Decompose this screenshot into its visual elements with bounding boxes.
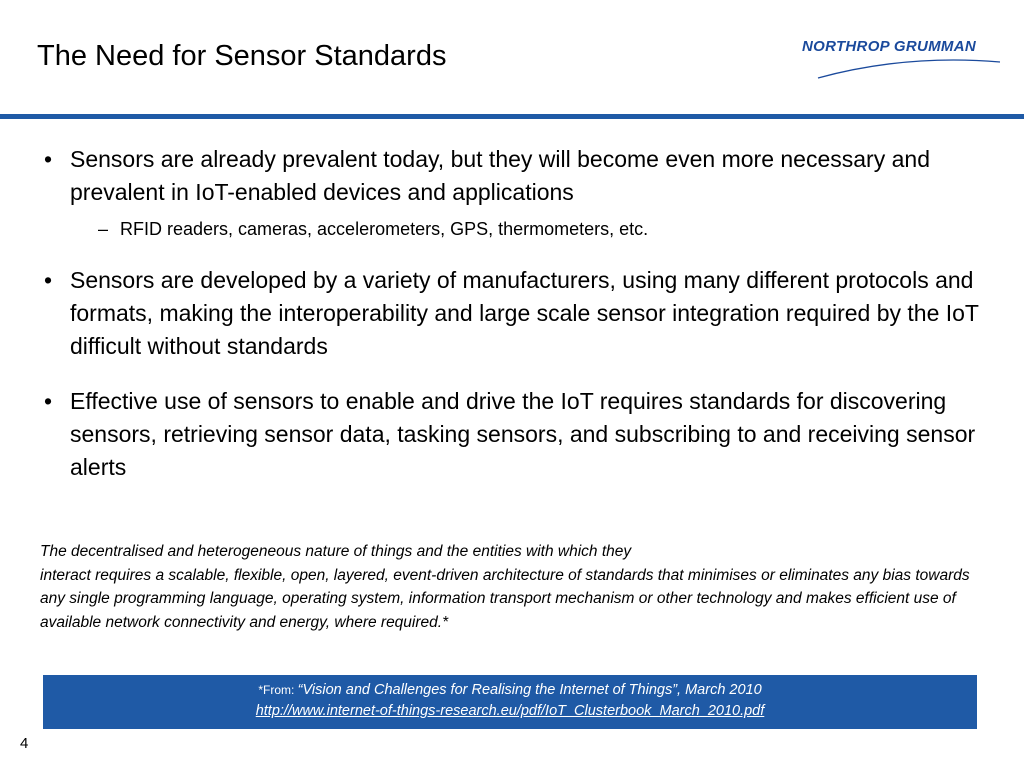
quote-block	[40, 540, 980, 634]
quote-rest: interact requires a scalable, flexible, open, layered, event-driven architecture of standards that minimises or eliminates any bias towards any single programming language, operating system, information transport mechanism or other technology and makes efficient use of available network connectivity and energy, where required.*	[40, 566, 970, 631]
bullet-item	[40, 385, 990, 484]
bullet-marker: •	[44, 388, 53, 414]
slide-title: The Need for Sensor Standards	[37, 40, 447, 72]
source-citation-box	[43, 675, 977, 729]
source-title: “Vision and Challenges for Realising the Internet of Things”, March 2010	[297, 682, 762, 698]
sub-bullet-item	[70, 216, 990, 242]
sub-bullet-text: RFID readers, cameras, accelerometers, GPS, thermometers, etc.	[120, 219, 649, 239]
bullet-marker: •	[44, 267, 53, 293]
quote-line-1: The decentralised and heterogeneous nature of things and the entities with which they	[40, 543, 632, 560]
source-prefix: *From:	[258, 683, 298, 697]
bullet-text: Sensors are already prevalent today, but they will become even more necessary and prevalent in IoT-enabled devices and applications	[70, 146, 930, 205]
bullet-item	[40, 143, 990, 242]
bullet-list	[40, 143, 990, 484]
bullet-item	[40, 264, 990, 363]
title-divider	[0, 114, 1024, 119]
bullet-text: Sensors are developed by a variety of manufacturers, using many different protocols and formats, making the interoperability and large scale sensor integration required by the IoT difficult without standards	[70, 267, 979, 359]
source-citation	[43, 680, 977, 701]
source-url-link[interactable]: http://www.internet-of-things-research.eu/pdf/IoT_Clusterbook_March_2010.pdf	[255, 703, 765, 719]
logo-text: NORTHROP GRUMMAN	[802, 38, 976, 55]
sub-bullet-marker: –	[98, 219, 109, 239]
bullet-text: Effective use of sensors to enable and drive the IoT requires standards for discovering sensors, retrieving sensor data, tasking sensors, and subscribing to and receiving sensor alerts	[70, 388, 976, 480]
page-number: 4	[20, 735, 29, 752]
northrop-grumman-logo	[796, 34, 1004, 84]
bullet-marker: •	[44, 146, 53, 172]
